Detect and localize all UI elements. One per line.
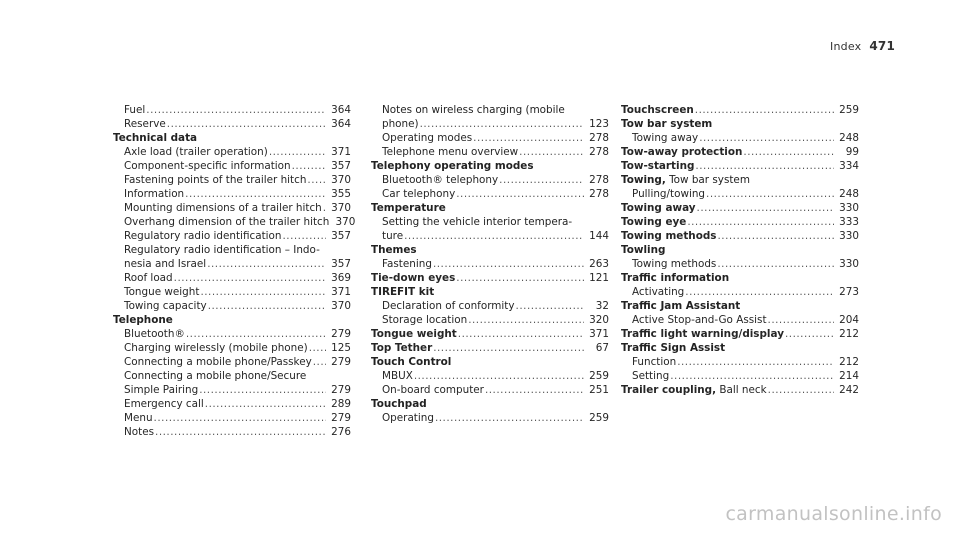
dot-leader — [468, 313, 584, 327]
entry-term: Towing methods — [621, 230, 717, 242]
page-ref: 32 — [595, 300, 609, 312]
index-subentry — [113, 201, 351, 215]
index-entry — [621, 215, 859, 229]
dot-leader — [697, 201, 834, 215]
entry-label: Notes — [124, 426, 155, 438]
page-ref: 204 — [839, 314, 859, 326]
index-subentry — [371, 131, 609, 145]
entry-label: Towing away — [632, 132, 699, 144]
index-heading: Touch Control — [371, 356, 452, 368]
dot-leader — [743, 145, 834, 159]
dot-leader — [695, 103, 834, 117]
page-ref: 248 — [839, 132, 859, 144]
index-subentry — [371, 383, 609, 397]
page-ref: 123 — [589, 118, 609, 130]
page-ref: 259 — [589, 370, 609, 382]
entry-label: Fastening — [382, 258, 432, 270]
entry-label: Telephone menu overview — [382, 146, 519, 158]
entry-label: On-board computer — [382, 384, 484, 396]
dot-leader — [205, 397, 326, 411]
index-entry — [621, 201, 859, 215]
entry-label: Emergency call — [124, 398, 204, 410]
page-ref: 279 — [331, 412, 351, 424]
entry-label — [621, 103, 694, 117]
page-ref: 278 — [589, 174, 609, 186]
entry-label: Towing methods — [632, 258, 717, 270]
index-heading: Temperature — [371, 202, 446, 214]
page-number: 471 — [869, 39, 895, 53]
entry-label: phone) — [382, 118, 419, 130]
index-subentry — [113, 355, 351, 369]
index-subentry — [371, 411, 609, 425]
dot-leader — [420, 117, 584, 131]
page-ref: 278 — [589, 132, 609, 144]
entry-label: Operating — [382, 412, 434, 424]
page-ref: 212 — [839, 328, 859, 340]
index-heading: Traffic information — [621, 272, 730, 284]
entry-label: Storage location — [382, 314, 468, 326]
index-subentry — [113, 103, 351, 117]
watermark: carmanualsonline.info — [725, 503, 942, 525]
index-heading: Telephony operating modes — [371, 160, 534, 172]
index-subentry — [113, 299, 351, 313]
index-entry — [371, 271, 609, 285]
index-subentry — [621, 131, 859, 145]
index-subentry-continued: Notes on wireless charging (mobile — [382, 104, 565, 116]
dot-leader — [685, 285, 834, 299]
index-subentry — [113, 117, 351, 131]
index-column-1 — [113, 103, 356, 439]
entry-term: Top Tether — [371, 342, 433, 354]
page-ref: 371 — [331, 286, 351, 298]
index-subentry — [371, 369, 609, 383]
dot-leader — [199, 383, 326, 397]
index-subentry — [113, 411, 351, 425]
entry-label — [371, 341, 432, 355]
index-subentry — [621, 369, 859, 383]
entry-label: Active Stop-and-Go Assist — [632, 314, 767, 326]
dot-leader — [499, 173, 584, 187]
index-heading: Touchpad — [371, 398, 427, 410]
entry-label — [621, 327, 784, 341]
dot-leader — [208, 299, 326, 313]
entry-label: Declaration of conformity — [382, 300, 515, 312]
entry-label: Pulling/towing — [632, 188, 706, 200]
entry-label: Regulatory radio identification — [124, 230, 282, 242]
index-entry — [621, 229, 859, 243]
heading-term: Towing, — [621, 174, 666, 186]
entry-label: Menu — [124, 412, 153, 424]
entry-label — [371, 327, 457, 341]
dot-leader — [200, 285, 326, 299]
page-ref: 334 — [839, 160, 859, 172]
dot-leader — [307, 173, 326, 187]
entry-label: Mounting dimensions of a trailer hitch — [124, 202, 322, 214]
index-heading: Telephone — [113, 314, 173, 326]
entry-label: Roof load — [124, 272, 173, 284]
entry-label: Function — [632, 356, 677, 368]
page-ref: 370 — [331, 300, 351, 312]
page-ref: 279 — [331, 356, 351, 368]
page-ref: 370 — [331, 202, 351, 214]
page-ref: 259 — [839, 104, 859, 116]
index-entry — [621, 103, 859, 117]
index-subentry — [113, 271, 351, 285]
page-ref: 371 — [589, 328, 609, 340]
dot-leader — [167, 117, 326, 131]
dot-leader — [458, 327, 584, 341]
dot-leader — [768, 313, 834, 327]
see-reference: Tow bar system — [665, 174, 750, 186]
index-subentry — [113, 215, 356, 229]
entry-term: Trailer coupling, — [621, 384, 717, 396]
index-heading: TIREFIT kit — [371, 286, 435, 298]
dot-leader — [768, 383, 834, 397]
dot-leader — [146, 103, 326, 117]
entry-label: Simple Pairing — [124, 384, 199, 396]
entry-term: Tow-starting — [621, 160, 695, 172]
dot-leader — [174, 271, 326, 285]
dot-leader — [456, 271, 584, 285]
page-ref: 121 — [589, 272, 609, 284]
entry-label: Fastening points of the trailer hitch — [124, 174, 307, 186]
dot-leader — [207, 257, 326, 271]
dot-leader — [695, 159, 834, 173]
dot-leader — [687, 215, 834, 229]
dot-leader — [269, 145, 326, 159]
page-ref: 278 — [589, 188, 609, 200]
index-entry — [371, 327, 609, 341]
index-subentry — [113, 145, 351, 159]
entry-label: Component-specific information — [124, 160, 291, 172]
index-heading: Traffic Sign Assist — [621, 342, 726, 354]
page-ref: 370 — [335, 216, 356, 228]
entry-label: Reserve — [124, 118, 166, 130]
page-ref: 289 — [331, 398, 351, 410]
page-ref: 273 — [839, 286, 859, 298]
index-heading — [621, 173, 859, 187]
entry-label — [621, 383, 767, 397]
page-ref: 259 — [589, 412, 609, 424]
running-header — [830, 39, 895, 53]
entry-label: Connecting a mobile phone/Passkey — [124, 356, 312, 368]
index-subentry — [371, 229, 609, 243]
page-ref: 99 — [845, 146, 859, 158]
entry-term: Tongue weight — [371, 328, 457, 340]
index-subentry — [113, 425, 351, 439]
index-subentry — [113, 173, 351, 187]
page-ref: 320 — [589, 314, 609, 326]
page-ref: 364 — [331, 118, 351, 130]
dot-leader — [717, 229, 834, 243]
index-subentry — [621, 313, 859, 327]
index-subentry — [621, 187, 859, 201]
page-ref: 144 — [589, 230, 609, 242]
entry-label: Towing capacity — [124, 300, 207, 312]
index-heading: Towling — [621, 244, 666, 256]
index-subentry — [371, 257, 609, 271]
dot-leader — [154, 411, 326, 425]
entry-label — [371, 271, 455, 285]
entry-label: Bluetooth® — [124, 328, 185, 340]
dot-leader — [456, 187, 584, 201]
entry-label — [621, 215, 686, 229]
dot-leader — [677, 355, 834, 369]
dot-leader — [292, 159, 326, 173]
page-ref: 263 — [589, 258, 609, 270]
dot-leader — [785, 327, 834, 341]
index-heading: Traffic Jam Assistant — [621, 300, 741, 312]
page-ref: 355 — [331, 188, 351, 200]
index-entry — [371, 341, 609, 355]
entry-term: Towing eye — [621, 216, 687, 228]
page-ref: 369 — [331, 272, 351, 284]
dot-leader — [155, 425, 326, 439]
index-entry — [621, 159, 859, 173]
entry-label — [621, 145, 742, 159]
dot-leader — [185, 187, 326, 201]
entry-label: MBUX — [382, 370, 413, 382]
entry-label: Activating — [632, 286, 685, 298]
page-ref: 214 — [839, 370, 859, 382]
dot-leader — [435, 411, 584, 425]
page-ref: 279 — [331, 328, 351, 340]
page-ref: 370 — [331, 174, 351, 186]
page-ref: 330 — [839, 202, 859, 214]
page-ref: 357 — [331, 160, 351, 172]
index-subentry — [113, 159, 351, 173]
page-ref: 242 — [839, 384, 859, 396]
dot-leader — [186, 327, 326, 341]
dot-leader — [699, 131, 834, 145]
page-ref: 212 — [839, 356, 859, 368]
index-subentry-continued: Connecting a mobile phone/Secure — [124, 370, 307, 382]
index-subentry — [371, 173, 609, 187]
index-subentry — [113, 327, 351, 341]
dot-leader — [323, 201, 326, 215]
page-ref: 330 — [839, 258, 859, 270]
entry-term: Tow-away protection — [621, 146, 743, 158]
index-heading: Themes — [371, 244, 417, 256]
index-subentry-continued: Regulatory radio identification – Indo- — [124, 244, 320, 256]
entry-label — [621, 229, 716, 243]
entry-label: Tongue weight — [124, 286, 200, 298]
page-ref: 333 — [839, 216, 859, 228]
entry-label: Bluetooth® telephony — [382, 174, 499, 186]
index-subentry — [621, 285, 859, 299]
dot-leader — [519, 145, 584, 159]
page-ref: 248 — [839, 188, 859, 200]
index-subentry — [113, 383, 351, 397]
dot-leader — [404, 229, 584, 243]
entry-label: Overhang dimension of the trailer hitch — [124, 216, 330, 228]
dot-leader — [485, 383, 584, 397]
entry-label: Fuel — [124, 104, 146, 116]
dot-leader — [309, 341, 326, 355]
see-reference: Ball neck — [716, 384, 767, 396]
dot-leader — [516, 299, 584, 313]
page-ref: 330 — [839, 230, 859, 242]
index-entry — [621, 383, 859, 397]
entry-label — [621, 201, 696, 215]
index-subentry-continued: Setting the vehicle interior tempera- — [382, 216, 573, 228]
page-ref: 364 — [331, 104, 351, 116]
page-ref: 67 — [595, 342, 609, 354]
index-heading: Technical data — [113, 132, 198, 144]
entry-label: Car telephony — [382, 188, 456, 200]
page-ref: 279 — [331, 384, 351, 396]
entry-label: Setting — [632, 370, 670, 382]
dot-leader — [670, 369, 834, 383]
dot-leader — [282, 229, 326, 243]
page-ref: 125 — [331, 342, 351, 354]
entry-term: Tie-down eyes — [371, 272, 456, 284]
page-ref: 251 — [589, 384, 609, 396]
entry-term: Towing away — [621, 202, 696, 214]
section-title: Index — [830, 40, 862, 53]
index-subentry — [113, 397, 351, 411]
dot-leader — [414, 369, 584, 383]
page-ref: 371 — [331, 146, 351, 158]
index-subentry — [113, 341, 351, 355]
entry-label: Axle load (trailer operation) — [124, 146, 268, 158]
entry-label — [621, 159, 694, 173]
index-heading: Tow bar system — [621, 118, 713, 130]
index-subentry — [371, 299, 609, 313]
page-ref: 357 — [331, 230, 351, 242]
entry-label: nesia and Israel — [124, 258, 207, 270]
index-entry — [621, 327, 859, 341]
index-subentry — [113, 187, 351, 201]
page-ref: 357 — [331, 258, 351, 270]
index-subentry — [371, 117, 609, 131]
dot-leader — [473, 131, 584, 145]
entry-label: ture — [382, 230, 404, 242]
index-subentry — [371, 187, 609, 201]
dot-leader — [706, 187, 834, 201]
entry-label: Charging wirelessly (mobile phone) — [124, 342, 308, 354]
index-column-2 — [371, 103, 609, 425]
page-ref: 276 — [331, 426, 351, 438]
dot-leader — [433, 341, 584, 355]
entry-label: Operating modes — [382, 132, 473, 144]
index-subentry — [621, 257, 859, 271]
index-subentry — [113, 257, 351, 271]
entry-label: Information — [124, 188, 185, 200]
index-subentry — [113, 285, 351, 299]
index-column-3 — [621, 103, 859, 397]
index-subentry — [621, 355, 859, 369]
dot-leader — [433, 257, 584, 271]
index-subentry — [371, 313, 609, 327]
index-subentry — [113, 229, 351, 243]
entry-term: Traffic light warning/display — [621, 328, 784, 340]
page-ref: 278 — [589, 146, 609, 158]
index-subentry — [371, 145, 609, 159]
entry-term: Touchscreen — [621, 104, 694, 116]
dot-leader — [717, 257, 834, 271]
index-entry — [621, 145, 859, 159]
dot-leader — [313, 355, 326, 369]
